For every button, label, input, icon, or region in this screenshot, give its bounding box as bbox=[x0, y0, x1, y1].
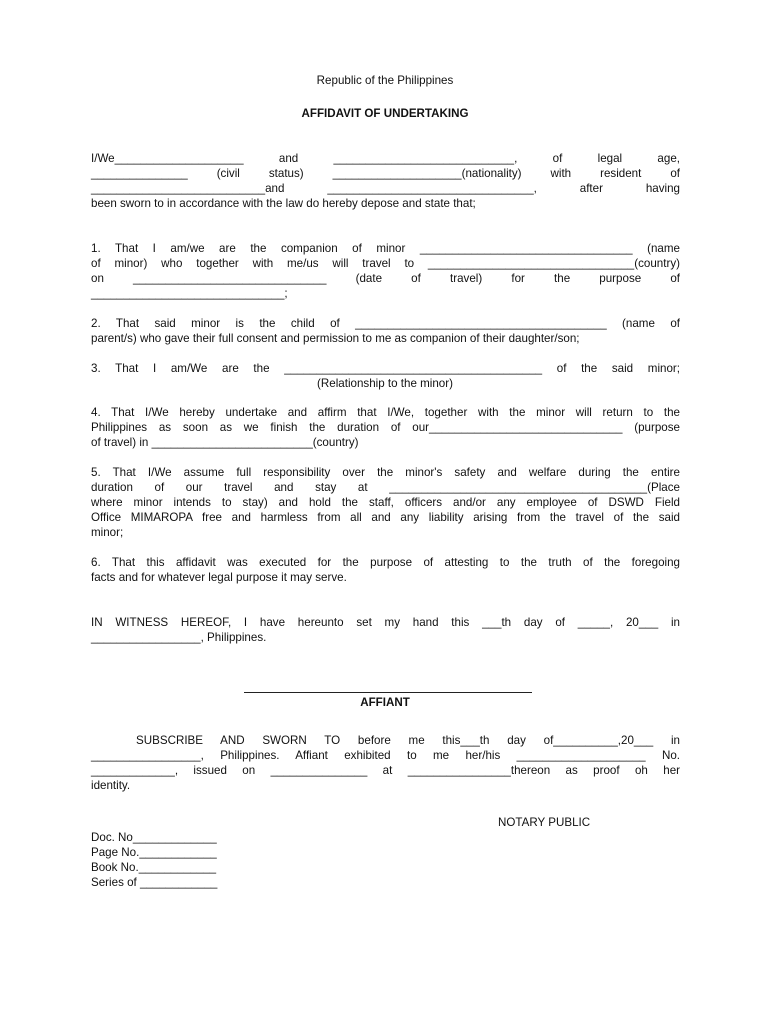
intro-line-3: ___________________________and ________________________________, after having bbox=[91, 182, 680, 195]
item5-line-4: Office MIMAROPA free and harmless from all and any liability arising from the travel of the said bbox=[91, 511, 680, 524]
item5-line-2: duration of our travel and stay at ________________________________________(Place bbox=[91, 481, 680, 494]
doc-no: Doc. No_____________ bbox=[91, 831, 217, 844]
item5-line-1: 5. That I/We assume full responsibility over the minor's safety and welfare during the entire bbox=[91, 466, 680, 479]
series-of: Series of ____________ bbox=[91, 876, 218, 889]
item2-line-2: parent/s) who gave their full consent and permission to me as companion of their daughter/son; bbox=[91, 332, 580, 345]
item6-line-2: facts and for whatever legal purpose it may serve. bbox=[91, 571, 347, 584]
item3-line-1: 3. That I am/We are the ________________________________________ of the said minor; bbox=[91, 362, 680, 375]
affiant-signature-line bbox=[244, 692, 532, 693]
item5-line-3: where minor intends to stay) and hold the staff, officers and/or any employee of DSWD Field bbox=[91, 496, 680, 509]
item5-line-5: minor; bbox=[91, 526, 124, 539]
subscribe-line-4: identity. bbox=[91, 779, 131, 792]
item6-line-1: 6. That this affidavit was executed for the purpose of attesting to the truth of the foregoing bbox=[91, 556, 680, 569]
republic-heading: Republic of the Philippines bbox=[316, 74, 454, 87]
item3-relationship-label: (Relationship to the minor) bbox=[317, 377, 453, 390]
witness-line-1: IN WITNESS HEREOF, I have hereunto set my hand this ___th day of _____, 20___ in bbox=[91, 616, 680, 629]
affiant-label: AFFIANT bbox=[360, 696, 410, 709]
item1-line-2: of minor) who together with me/us will travel to ________________________________(country) bbox=[91, 257, 680, 270]
item1-line-3: on ______________________________ (date of travel) for the purpose of bbox=[91, 272, 680, 285]
notary-public-label: NOTARY PUBLIC bbox=[498, 816, 591, 829]
item4-line-2: Philippines as soon as we finish the duration of our______________________________ (purpose bbox=[91, 421, 680, 434]
item4-line-1: 4. That I/We hereby undertake and affirm that I/We, together with the minor will return to the bbox=[91, 406, 680, 419]
item4-line-3: of travel) in _________________________(country) bbox=[91, 436, 359, 449]
item1-line-4: ______________________________; bbox=[91, 287, 288, 300]
item1-line-1: 1. That I am/we are the companion of minor _________________________________ (name bbox=[91, 242, 680, 255]
subscribe-line-1: SUBSCRIBE AND SWORN TO before me this___th day of__________,20___ in bbox=[136, 734, 680, 747]
subscribe-line-2: _________________, Philippines. Affiant exhibited to me her/his ____________________ No. bbox=[91, 749, 680, 762]
intro-line-2: _______________ (civil status) ____________________(nationality) with resident of bbox=[91, 167, 680, 180]
intro-line-4: been sworn to in accordance with the law do hereby depose and state that; bbox=[91, 197, 476, 210]
witness-line-2: _________________, Philippines. bbox=[91, 631, 267, 644]
page-no: Page No.____________ bbox=[91, 846, 217, 859]
book-no: Book No.____________ bbox=[91, 861, 217, 874]
document-title: AFFIDAVIT OF UNDERTAKING bbox=[301, 107, 469, 120]
item2-line-1: 2. That said minor is the child of _______________________________________ (name of bbox=[91, 317, 680, 330]
subscribe-line-3: _____________, issued on _______________ at ________________thereon as proof oh her bbox=[91, 764, 680, 777]
intro-line-1: I/We____________________ and ____________________________, of legal age, bbox=[91, 152, 680, 165]
